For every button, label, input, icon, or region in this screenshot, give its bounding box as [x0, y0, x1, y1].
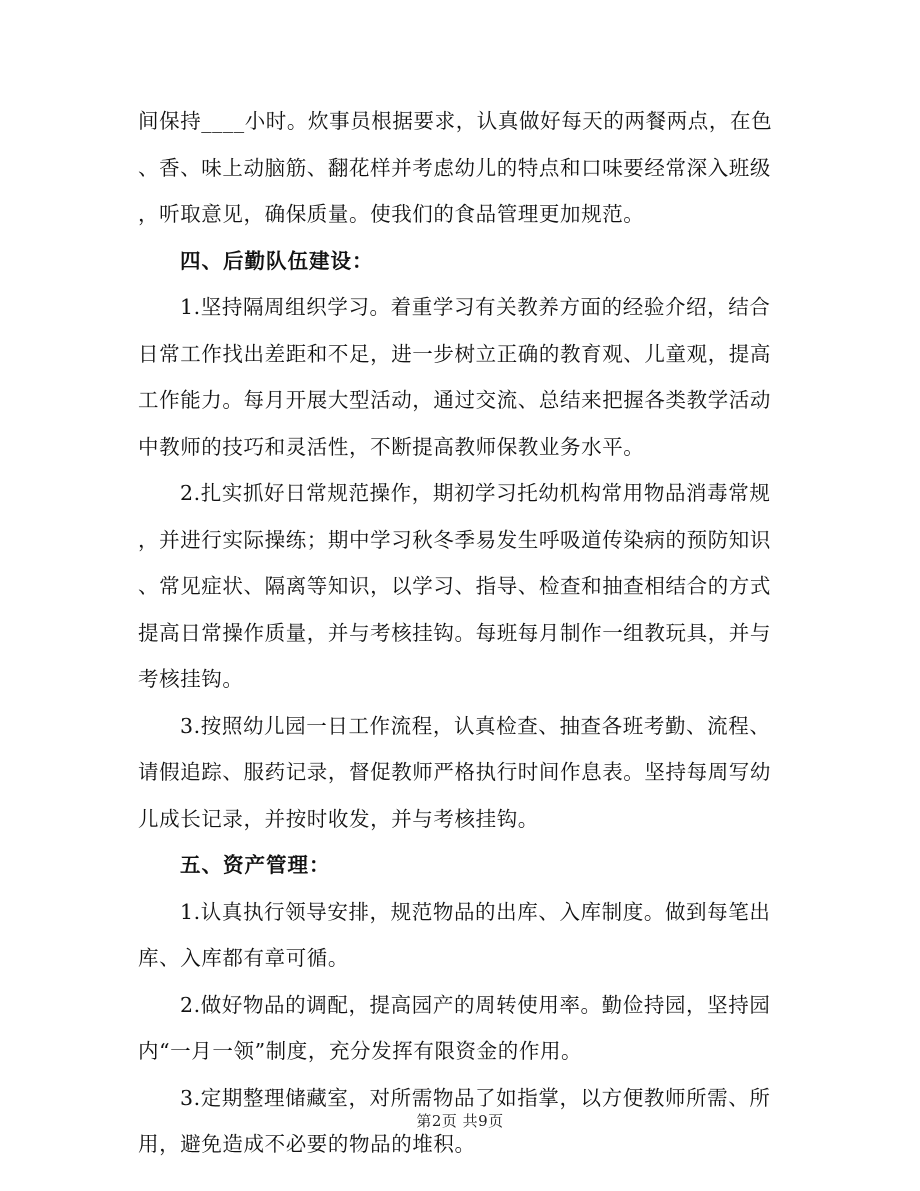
- text-line: 工作能力。每月开展大型活动，通过交流、总结来把握各类教学活动: [138, 388, 771, 412]
- text-line: ，并进行实际操练；期中学习秋冬季易发生呼吸道传染病的预防知识: [138, 527, 771, 552]
- section-heading-logistics-team: 四、后勤队伍建设：: [180, 248, 374, 273]
- section-heading-asset-management: 五、资产管理：: [180, 853, 331, 877]
- text-line: 间保持____小时。炊事员根据要求，认真做好每天的两餐两点，在色: [138, 109, 773, 133]
- text-line: 考核挂钩。: [138, 667, 244, 691]
- text-line: 1.坚持隔周组织学习。着重学习有关教养方面的经验介绍，结合: [180, 295, 771, 319]
- document-body: [138, 98, 788, 1168]
- text-line: 库、入库都有章可循。: [138, 946, 349, 970]
- paragraph-team-item-1: [138, 284, 788, 470]
- text-line: 、香、味上动脑筋、翻花样并考虑幼儿的特点和口味要经常深入班级: [138, 155, 771, 180]
- text-line: 日常工作找出差距和不足，进一步树立正确的教育观、儿童观，提高: [138, 341, 771, 366]
- text-line: 儿成长记录，并按时收发，并与考核挂钩。: [138, 806, 539, 831]
- text-line: 中教师的技巧和灵活性，不断提高教师保教业务水平。: [138, 434, 645, 459]
- paragraph-asset-item-2: [138, 982, 788, 1075]
- paragraph-asset-item-1: [138, 889, 788, 982]
- paragraph-team-item-2: [138, 470, 788, 703]
- text-line: 3.按照幼儿园一日工作流程，认真检查、抽查各班考勤、流程、: [180, 713, 771, 738]
- text-line: 请假追踪、服药记录，督促教师严格执行时间作息表。坚持每周写幼: [138, 760, 771, 784]
- text-line: 1.认真执行领导安排，规范物品的出库、入库制度。做到每笔出: [180, 899, 771, 924]
- text-line: 、常见症状、隔离等知识，以学习、指导、检查和抽查相结合的方式: [138, 574, 771, 598]
- text-line: 用，避免造成不必要的物品的堆积。: [138, 1132, 476, 1156]
- text-line: 2.扎实抓好日常规范操作，期初学习托幼机构常用物品消毒常规: [180, 481, 771, 505]
- paragraph-food-management: [138, 98, 788, 238]
- text-line: 3.定期整理储藏室，对所需物品了如指掌，以方便教师所需、所: [180, 1085, 771, 1110]
- text-line: 提高日常操作质量，并与考核挂钩。每班每月制作一组教玩具，并与: [138, 620, 771, 645]
- paragraph-team-item-3: [138, 703, 788, 843]
- page-number-footer: 第2页 共9页: [416, 1112, 504, 1130]
- text-line: ，听取意见，确保质量。使我们的食品管理更加规范。: [138, 202, 645, 226]
- text-line: 2.做好物品的调配，提高园产的周转使用率。勤俭持园，坚持园: [180, 992, 771, 1017]
- text-line: 内“一月一领”制度，充分发挥有限资金的作用。: [138, 1039, 583, 1063]
